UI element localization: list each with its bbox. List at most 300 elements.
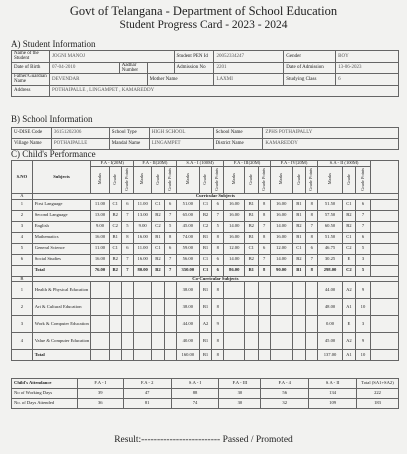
co-row-subject: Value & Computer Education xyxy=(32,333,91,350)
row-subject: Second Language xyxy=(32,210,91,221)
co-row-extra xyxy=(370,282,398,299)
fa4-header: F.A - IV(20M) xyxy=(270,161,318,167)
co-cell-fa4g xyxy=(292,299,305,316)
village-value: POTHAIPALLE xyxy=(51,139,109,150)
fa1-points-header xyxy=(121,166,133,193)
cell-fa2m: 11.00 xyxy=(134,243,152,254)
total-fa3g: B1 xyxy=(245,265,258,276)
cell-sa2g: C1 xyxy=(342,232,355,243)
school-name-value: ZPHS POTHAIPALLY xyxy=(263,128,399,139)
co-cell-sa1g: B1 xyxy=(199,299,211,316)
gender-label: Gender xyxy=(284,51,336,63)
sa2-points-header xyxy=(356,166,371,193)
mother-value: LAXMI xyxy=(214,74,284,86)
cell-fa1m: 13.00 xyxy=(91,210,109,221)
co-row-sno: 2 xyxy=(12,299,33,316)
cell-fa1p: 6 xyxy=(121,199,133,210)
attendance-col-header: S.A - II xyxy=(309,379,357,389)
co-cell-fa2p xyxy=(164,299,176,316)
cell-sa1g: C1 xyxy=(199,199,211,210)
co-row-extra xyxy=(370,333,398,350)
cell-fa3m: 14.00 xyxy=(224,254,245,265)
cell-fa3p: 8 xyxy=(258,210,270,221)
fa2-header: F.A - II(20M) xyxy=(134,161,177,167)
co-row-extra xyxy=(370,316,398,333)
row-subject: Mathematics xyxy=(32,232,91,243)
school-type-label: School Type xyxy=(109,128,149,139)
class-value: 6 xyxy=(336,74,399,86)
row-extra xyxy=(370,232,398,243)
row-extra xyxy=(370,254,398,265)
group-b: B xyxy=(12,276,33,282)
total-fa1m: 76.00 xyxy=(91,265,109,276)
co-cell-sa1p: 9 xyxy=(212,316,224,333)
mandal-label: Mandal Name xyxy=(109,139,149,150)
cell-fa1m: 11.00 xyxy=(91,199,109,210)
attendance-cell: 32 xyxy=(261,399,309,409)
co-cell-fa3p xyxy=(258,316,270,333)
fa2-marks-header xyxy=(134,166,152,193)
fa4-marks-header-text: Marks xyxy=(277,173,283,185)
group-a: A xyxy=(12,193,33,199)
fa4-grade-header-text: Grade xyxy=(295,173,301,185)
row-subject: General Science xyxy=(32,243,91,254)
fa1-marks-header xyxy=(91,166,109,193)
mandal-value: LINGAMPET xyxy=(149,139,213,150)
cell-sa1g: C1 xyxy=(199,254,211,265)
district-value: KAMAREDDY xyxy=(263,139,399,150)
cell-fa1m: 16.00 xyxy=(91,254,109,265)
total-sa1m: 350.00 xyxy=(176,265,199,276)
co-cell-sa1g: B1 xyxy=(199,282,211,299)
co-total-sa2p: 10 xyxy=(356,350,371,361)
pen-value: 20052334247 xyxy=(214,51,284,63)
performance-table xyxy=(11,160,399,361)
row-sno: 6 xyxy=(12,254,33,265)
fa3-marks-header xyxy=(224,166,245,193)
co-cell-fa4g xyxy=(292,333,305,350)
cell-fa1g: C1 xyxy=(109,243,121,254)
cell-fa4p: 8 xyxy=(306,199,318,210)
co-cell-fa3m xyxy=(224,316,245,333)
cocurricular-total-label: Total xyxy=(32,350,91,361)
co-cell-fa3m xyxy=(224,299,245,316)
co-cell-sa2p: 9 xyxy=(356,282,371,299)
cell-fa4p: 8 xyxy=(306,232,318,243)
co-cell-sa1p: 8 xyxy=(212,299,224,316)
cell-fa4g: B1 xyxy=(292,210,305,221)
page-subtitle: Student Progress Card - 2023 - 2024 xyxy=(119,19,288,31)
gender-value: BOY xyxy=(336,51,399,63)
co-total-blank xyxy=(12,350,33,361)
cell-sa1p: 7 xyxy=(212,210,224,221)
fa1-grade-header xyxy=(109,166,121,193)
co-cell-fa4p xyxy=(306,282,318,299)
admno-label: Admission No xyxy=(174,62,214,74)
result-dashes: ------------------------- xyxy=(141,435,221,445)
sa2-points-header-text: Grade Points xyxy=(359,167,365,191)
cell-fa2p: 5 xyxy=(164,221,176,232)
attendance-row-label: No. of Days Attended xyxy=(12,399,78,409)
cell-fa4m: 16.00 xyxy=(270,232,292,243)
cell-fa1p: 7 xyxy=(121,210,133,221)
cell-sa2m: 46.75 xyxy=(318,243,342,254)
row-extra xyxy=(370,210,398,221)
cell-fa4g: C1 xyxy=(292,243,305,254)
doa-label: Date of Admission xyxy=(284,62,336,74)
total-sa1p: 6 xyxy=(212,265,224,276)
total-blank xyxy=(12,265,33,276)
attendance-cell: 88 xyxy=(171,389,219,399)
co-cell-fa1g xyxy=(109,333,121,350)
co-cell-fa1m xyxy=(91,299,109,316)
row-sno: 4 xyxy=(12,232,33,243)
attendance-row-label: No of Working Days xyxy=(12,389,78,399)
sa2-header: S.A - II (100M) xyxy=(318,161,370,167)
cell-fa3g: B2 xyxy=(245,221,258,232)
co-cell-fa1g xyxy=(109,316,121,333)
co-cell-fa2p xyxy=(164,282,176,299)
cell-sa1g: B2 xyxy=(199,210,211,221)
cell-fa2m: 16.00 xyxy=(134,232,152,243)
cell-sa1m: 45.00 xyxy=(176,221,199,232)
cell-sa2p: 5 xyxy=(356,243,371,254)
cell-fa3g: B1 xyxy=(245,210,258,221)
curricular-title: Curricular Subjects xyxy=(32,193,398,199)
address-value: POTHAIPALLE , LINGAMPET , KAMAREDDY xyxy=(49,85,398,96)
cell-sa1p: 8 xyxy=(212,243,224,254)
fa4-grade-header xyxy=(292,166,305,193)
student-section-title: A) Student Information xyxy=(11,39,96,49)
cell-fa1p: 6 xyxy=(121,243,133,254)
attendance-col-header: F.A - 4 xyxy=(261,379,309,389)
co-cell-sa2p: 3 xyxy=(356,316,371,333)
attendance-cell: 36 xyxy=(77,399,123,409)
co-cell-fa1p xyxy=(121,282,133,299)
co-cell-fa2m xyxy=(134,282,152,299)
attendance-col-header: S.A - I xyxy=(171,379,219,389)
cell-fa3p: 6 xyxy=(258,243,270,254)
cell-fa3m: 16.00 xyxy=(224,232,245,243)
fa2-grade-header xyxy=(152,166,164,193)
co-cell-fa2g xyxy=(152,333,164,350)
total-fa3m: 86.00 xyxy=(224,265,245,276)
performance-section-title: C) Child's Performance xyxy=(11,149,96,159)
attendance-title: Child's Attendance xyxy=(12,379,78,389)
co-cell-fa2m xyxy=(134,299,152,316)
sa2-grade-header-text: Grade xyxy=(345,173,351,185)
cell-sa1p: 6 xyxy=(212,254,224,265)
co-cell-fa2g xyxy=(152,316,164,333)
cell-fa1g: C2 xyxy=(109,221,121,232)
co-cell-fa3p xyxy=(258,282,270,299)
co-total-sa1p: 8 xyxy=(212,350,224,361)
total-fa3p: 8 xyxy=(258,265,270,276)
co-cell-fa2p xyxy=(164,316,176,333)
school-type-value: HIGH SCHOOL xyxy=(149,128,213,139)
aadhar-label: Aadhar Number xyxy=(119,62,147,74)
address-label: Address xyxy=(12,85,50,96)
cell-fa1g: B2 xyxy=(109,254,121,265)
attendance-cell: 30 xyxy=(219,399,261,409)
cell-sa1p: 8 xyxy=(212,232,224,243)
cell-fa2p: 8 xyxy=(164,232,176,243)
row-extra xyxy=(370,221,398,232)
cell-sa2g: C2 xyxy=(342,243,355,254)
co-total-fa4m xyxy=(270,350,292,361)
co-cell-fa2m xyxy=(134,316,152,333)
cell-fa2p: 7 xyxy=(164,210,176,221)
row-subject: Social Studies xyxy=(32,254,91,265)
row-extra xyxy=(370,199,398,210)
district-label: District Name xyxy=(213,139,263,150)
co-cell-sa2g: E xyxy=(342,316,355,333)
father-label: Father/Guardian Name xyxy=(12,74,50,86)
name-label: Name of the Student xyxy=(12,51,50,63)
result-value: Passed / Promoted xyxy=(222,435,293,445)
co-cell-fa4m xyxy=(270,316,292,333)
co-cell-sa2m: 45.00 xyxy=(318,333,342,350)
cell-fa2g: B2 xyxy=(152,254,164,265)
cell-fa4m: 16.00 xyxy=(270,210,292,221)
co-total-fa2m xyxy=(134,350,152,361)
sa1-grade-header-text: Grade xyxy=(202,173,208,185)
result-line xyxy=(0,435,407,445)
cell-sa2m: 57.50 xyxy=(318,210,342,221)
student-info-table xyxy=(11,50,399,97)
cell-fa2g: B2 xyxy=(152,210,164,221)
co-cell-sa2g: A2 xyxy=(342,282,355,299)
sa2-marks-header xyxy=(318,166,342,193)
co-cell-sa1p: 8 xyxy=(212,333,224,350)
attendance-cell: 81 xyxy=(123,399,171,409)
total-extra xyxy=(370,265,398,276)
co-cell-fa4g xyxy=(292,316,305,333)
cell-fa1g: C1 xyxy=(109,199,121,210)
fa3-grade-header-text: Grade xyxy=(247,173,253,185)
cell-fa1g: B2 xyxy=(109,210,121,221)
co-cell-fa2g xyxy=(152,299,164,316)
co-cell-fa4m xyxy=(270,299,292,316)
co-row-subject: Health & Physical Education xyxy=(32,282,91,299)
fa3-points-header-text: Grade Points xyxy=(260,167,266,191)
cell-fa4m: 14.00 xyxy=(270,254,292,265)
attendance-cell: 183 xyxy=(357,399,399,409)
cell-fa4m: 12.00 xyxy=(270,243,292,254)
co-cell-sa1g: B1 xyxy=(199,333,211,350)
cell-fa2m: 13.00 xyxy=(134,210,152,221)
cell-sa1m: 59.00 xyxy=(176,243,199,254)
fa2-points-header-text: Grade Points xyxy=(166,167,172,191)
fa2-marks-header-text: Marks xyxy=(139,173,145,185)
co-row-sno: 1 xyxy=(12,282,33,299)
cell-sa1m: 65.00 xyxy=(176,210,199,221)
cell-sa1m: 74.00 xyxy=(176,232,199,243)
cell-fa3p: 8 xyxy=(258,232,270,243)
co-cell-fa1m xyxy=(91,316,109,333)
co-total-fa3g xyxy=(245,350,258,361)
fa2-grade-header-text: Grade xyxy=(154,173,160,185)
co-cell-fa3p xyxy=(258,333,270,350)
row-subject: First Language xyxy=(32,199,91,210)
total-fa1p: 7 xyxy=(121,265,133,276)
co-cell-fa2p xyxy=(164,333,176,350)
sno-header: S.NO xyxy=(12,161,33,194)
cell-fa4g: B1 xyxy=(292,199,305,210)
co-cell-fa3m xyxy=(224,333,245,350)
co-total-fa3m xyxy=(224,350,245,361)
co-cell-fa3m xyxy=(224,282,245,299)
cell-fa4p: 6 xyxy=(306,243,318,254)
fa3-points-header xyxy=(258,166,270,193)
cell-sa1p: 6 xyxy=(212,199,224,210)
fa4-points-header xyxy=(306,166,318,193)
cell-fa3p: 7 xyxy=(258,221,270,232)
fa1-grade-header-text: Grade xyxy=(111,173,117,185)
total-sa2p: 5 xyxy=(356,265,371,276)
cell-fa2m: 11.00 xyxy=(134,199,152,210)
co-cell-fa4p xyxy=(306,316,318,333)
co-total-fa4g xyxy=(292,350,305,361)
cell-sa2m: 51.50 xyxy=(318,199,342,210)
attendance-cell: 109 xyxy=(309,399,357,409)
co-cell-fa3g xyxy=(245,282,258,299)
blank-header xyxy=(370,161,398,194)
sa1-grade-header xyxy=(199,166,211,193)
co-cell-fa1g xyxy=(109,282,121,299)
result-label: Result: xyxy=(114,435,142,445)
attendance-table xyxy=(11,378,399,409)
total-fa4g: B1 xyxy=(292,265,305,276)
dob-value: 07-04-2010 xyxy=(49,62,119,74)
sa1-points-header-text: Grade Points xyxy=(214,167,220,191)
cell-fa3g: C1 xyxy=(245,243,258,254)
attendance-col-header: Total (SA1+SA2) xyxy=(357,379,399,389)
cell-fa3p: 8 xyxy=(258,199,270,210)
co-cell-fa1m xyxy=(91,282,109,299)
co-cell-fa4p xyxy=(306,299,318,316)
fa3-header: F.A - III(20M) xyxy=(224,161,270,167)
co-row-sno: 4 xyxy=(12,333,33,350)
class-label: Studying Class xyxy=(284,74,336,86)
row-sno: 3 xyxy=(12,221,33,232)
subjects-header: Subjects xyxy=(32,161,91,194)
mother-label: Mother Name xyxy=(147,74,214,86)
fa4-points-header-text: Grade Points xyxy=(308,167,314,191)
co-cell-fa1g xyxy=(109,299,121,316)
co-row-sno: 3 xyxy=(12,316,33,333)
co-cell-sa2g: A2 xyxy=(342,333,355,350)
co-cell-fa1p xyxy=(121,299,133,316)
pen-label: Student PEN Id xyxy=(174,51,214,63)
fa2-points-header xyxy=(164,166,176,193)
co-cell-sa2m: 0.00 xyxy=(318,316,342,333)
co-total-fa1p xyxy=(121,350,133,361)
co-total-sa1g: B1 xyxy=(199,350,211,361)
cell-fa1m: 9.00 xyxy=(91,221,109,232)
cell-fa4m: 14.00 xyxy=(270,221,292,232)
cell-sa2p: 6 xyxy=(356,232,371,243)
co-cell-fa4p xyxy=(306,333,318,350)
cell-fa4p: 7 xyxy=(306,254,318,265)
total-fa4m: 90.00 xyxy=(270,265,292,276)
co-cell-fa2g xyxy=(152,282,164,299)
cell-fa4g: B2 xyxy=(292,254,305,265)
co-cell-sa2p: 9 xyxy=(356,333,371,350)
cell-fa1g: B1 xyxy=(109,232,121,243)
cocurricular-title: Co-Curricular Subjects xyxy=(32,276,398,282)
sa1-marks-header-text: Marks xyxy=(184,173,190,185)
cell-sa1p: 5 xyxy=(212,221,224,232)
cell-sa1g: B1 xyxy=(199,232,211,243)
co-cell-fa3g xyxy=(245,316,258,333)
co-cell-fa2m xyxy=(134,333,152,350)
cell-fa2p: 7 xyxy=(164,254,176,265)
co-total-sa2m: 137.00 xyxy=(318,350,342,361)
cell-fa4m: 16.00 xyxy=(270,199,292,210)
cell-sa1g: B1 xyxy=(199,243,211,254)
cell-fa2p: 6 xyxy=(164,243,176,254)
co-cell-fa4m xyxy=(270,282,292,299)
cell-sa1m: 56.00 xyxy=(176,254,199,265)
sa2-grade-header xyxy=(342,166,355,193)
co-row-subject: Art & Cultural Education xyxy=(32,299,91,316)
cell-sa2m: 51.50 xyxy=(318,232,342,243)
cell-sa2p: 3 xyxy=(356,254,371,265)
attendance-cell: 74 xyxy=(171,399,219,409)
row-sno: 1 xyxy=(12,199,33,210)
cell-sa2g: B2 xyxy=(342,210,355,221)
cell-fa1m: 16.00 xyxy=(91,232,109,243)
co-cell-sa1m: 44.00 xyxy=(176,316,199,333)
cell-fa1p: 7 xyxy=(121,254,133,265)
fa3-marks-header-text: Marks xyxy=(230,173,236,185)
cell-fa1p: 8 xyxy=(121,232,133,243)
village-label: Village Name xyxy=(12,139,52,150)
cell-fa3m: 12.00 xyxy=(224,243,245,254)
co-total-fa3p xyxy=(258,350,270,361)
fa1-header: F.A - I(20M) xyxy=(91,161,134,167)
co-total-fa2p xyxy=(164,350,176,361)
co-cell-sa1m: 38.00 xyxy=(176,282,199,299)
sa2-marks-header-text: Marks xyxy=(326,173,332,185)
co-cell-fa4m xyxy=(270,333,292,350)
cell-sa2g: E xyxy=(342,254,355,265)
udise-label: U-DISE Code xyxy=(12,128,52,139)
cell-sa2g: C1 xyxy=(342,199,355,210)
admno-value: 2201 xyxy=(214,62,284,74)
attendance-col-header: F.A - III xyxy=(219,379,261,389)
cell-fa1m: 11.00 xyxy=(91,243,109,254)
cell-fa3g: B1 xyxy=(245,199,258,210)
co-total-fa4p xyxy=(306,350,318,361)
cell-sa2m: 60.50 xyxy=(318,221,342,232)
co-cell-fa1p xyxy=(121,316,133,333)
cell-sa2p: 6 xyxy=(356,199,371,210)
cell-fa3m: 16.00 xyxy=(224,199,245,210)
row-subject: English xyxy=(32,221,91,232)
co-cell-sa2g: A1 xyxy=(342,299,355,316)
co-cell-fa1p xyxy=(121,333,133,350)
name-value: JOGNI MANOJ xyxy=(49,51,174,63)
cell-sa2m: 30.25 xyxy=(318,254,342,265)
doa-value: 13-06-2023 xyxy=(336,62,399,74)
co-cell-sa1p: 8 xyxy=(212,282,224,299)
total-fa2g: B2 xyxy=(152,265,164,276)
aadhar-value xyxy=(147,62,174,74)
cell-sa1m: 51.00 xyxy=(176,199,199,210)
school-section-title: B) School Information xyxy=(11,114,93,124)
